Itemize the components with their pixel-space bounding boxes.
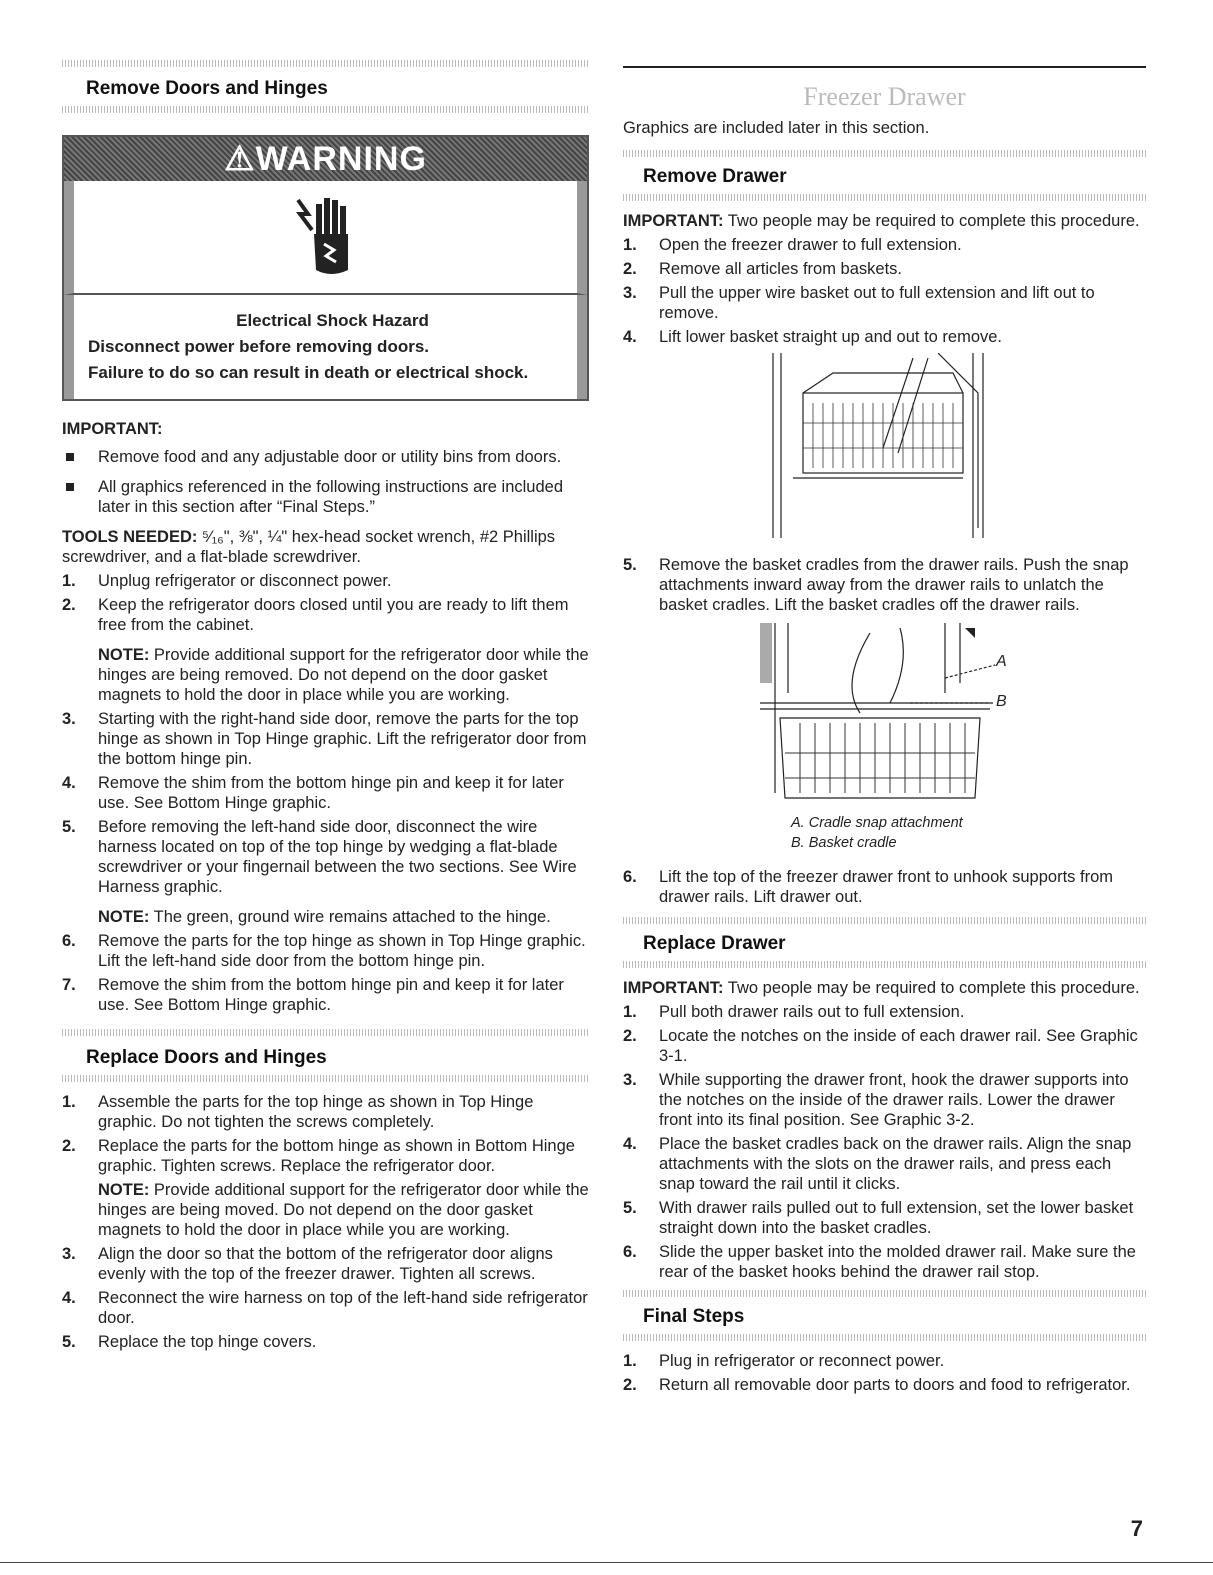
list-item: 2. Replace the parts for the bottom hinge as shown in Bottom Hinge graphic. Tighten screws. Replace the refrigerator door. NOTE: Provide additional support for the refrigerator door while the hinges are being moved. Do not depend on the door gasket magnets to hold the door in place while you are working.: [62, 1137, 589, 1239]
figure-caption-a: A. Cradle snap attachment: [791, 815, 963, 831]
section-header-replace-doors: [62, 1029, 590, 1082]
list-item: 1. Pull both drawer rails out to full extension.: [623, 1003, 965, 1021]
warning-text: [64, 295, 587, 399]
list-item: 4. Reconnect the wire harness on top of the left-hand side refrigerator door.: [62, 1289, 588, 1327]
list-item: 6. Remove the parts for the top hinge as shown in Top Hinge graphic. Lift the left-hand side door from the bottom hinge pin.: [62, 932, 586, 970]
final-steps: [623, 1351, 1146, 1395]
section-title: Final Steps: [643, 1306, 745, 1327]
warning-line-1: Disconnect power before removing doors.: [88, 337, 430, 356]
list-item: 1. Unplug refrigerator or disconnect power.: [62, 572, 392, 590]
list-item: 2. Locate the notches on the inside of each drawer rail. See Graphic 3-1.: [623, 1027, 1138, 1065]
hazard-title: Electrical Shock Hazard: [236, 311, 429, 330]
divider: [0, 1562, 1213, 1563]
note: NOTE: Provide additional support for the refrigerator door while the hinges are being removed. Do not depend on the door gasket magnets to hold the door in place while you are working.: [98, 646, 589, 704]
section-header-final-steps: [623, 1290, 1146, 1341]
list-item: 2. Keep the refrigerator doors closed until you are ready to lift them free from the cabinet. NOTE: Provide additional support for the refrigerator door while the hinges are being removed. Do not depend on the door gasket magnets to hold the door in place while you are working.: [62, 596, 589, 704]
bullet-icon: [66, 483, 74, 491]
warning-box: [62, 135, 589, 401]
list-item: 4. Lift lower basket straight up and out to remove.: [623, 328, 1003, 346]
remove-drawer-step-6: [623, 867, 1146, 907]
list-item: 5. Before removing the left-hand side door, disconnect the wire harness located on top of the top hinge by wedging a flat-blade screwdriver or your fingernail between the two sections. See Wire Harness graphic. NOTE: The green, ground wire remains attached to the hinge.: [62, 817, 590, 927]
important-note: IMPORTANT: Two people may be required to complete this procedure.: [623, 212, 1140, 230]
list-item: 3. Pull the upper wire basket out to full extension and lift out to remove.: [623, 284, 1095, 322]
list-item: 7. Remove the shim from the bottom hinge pin and keep it for later use. See Bottom Hinge graphic.: [62, 976, 564, 1014]
important-bullets: [62, 447, 590, 517]
section-title: Replace Doors and Hinges: [86, 1047, 327, 1068]
figure-label-a: A: [996, 653, 1007, 670]
list-item: 1. Open the freezer drawer to full extension.: [623, 236, 962, 254]
list-item: All graphics referenced in the following instructions are included later in this section after “Final Steps.”: [62, 477, 590, 517]
replace-doors-steps: [62, 1092, 590, 1352]
right-column: [623, 66, 1146, 1399]
section-header-remove-doors: [62, 60, 590, 113]
page-number: 7: [1130, 1516, 1143, 1541]
left-column: [62, 60, 590, 1356]
tools-needed: TOOLS NEEDED: ⁵⁄₁₆", ⅜", ¼" hex-head socket wrench, #2 Phillips screwdriver, and a flat-blade screwdriver.: [62, 528, 556, 566]
list-item: 3. Align the door so that the bottom of the refrigerator door aligns evenly with the top of the freezer drawer. Tighten all screws.: [62, 1245, 553, 1283]
remove-drawer-step-5: [623, 555, 1146, 615]
list-item: 3. While supporting the drawer front, hook the drawer supports into the notches on the inside of the drawer rails. Lower the drawer front into its final position. See Graphic 3-2.: [623, 1071, 1129, 1129]
warning-line-2: Failure to do so can result in death or electrical shock.: [88, 363, 529, 382]
list-item: 5. Remove the basket cradles from the drawer rails. Push the snap attachments inward away from the drawer rails to unlatch the basket cradles. Lift the basket cradles off the drawer rails.: [623, 556, 1129, 614]
note: NOTE: Provide additional support for the refrigerator door while the hinges are being moved. Do not depend on the door gasket magnets to hold the door in place while you are working.: [98, 1181, 589, 1239]
list-item: 5. With drawer rails pulled out to full extension, set the lower basket straight down into the basket cradles.: [623, 1199, 1134, 1237]
section-title: Remove Doors and Hinges: [86, 78, 328, 99]
remove-doors-steps: [62, 571, 590, 1015]
section-title: Replace Drawer: [643, 933, 786, 954]
section-title: Remove Drawer: [643, 166, 787, 187]
warning-signal-word: ⚠WARNING: [224, 140, 427, 178]
important-label: IMPORTANT:: [62, 420, 163, 438]
bullet-icon: [66, 453, 74, 461]
list-item: 4. Place the basket cradles back on the drawer rails. Align the snap attachments with the slots on the drawer rails, and press each snap toward the rail until it clicks.: [623, 1135, 1132, 1193]
list-item: 6. Lift the top of the freezer drawer front to unhook supports from drawer rails. Lift drawer out.: [623, 868, 1113, 906]
list-item: 2. Return all removable door parts to doors and food to refrigerator.: [623, 1376, 1131, 1394]
shock-hazard-icon: [64, 181, 587, 295]
list-item: 4. Remove the shim from the bottom hinge pin and keep it for later use. See Bottom Hinge graphic.: [62, 774, 564, 812]
section-header-replace-drawer: [623, 917, 1146, 968]
figure-caption-b: B. Basket cradle: [791, 835, 897, 851]
list-item: 2. Remove all articles from baskets.: [623, 260, 902, 278]
important-note: IMPORTANT: Two people may be required to complete this procedure.: [623, 979, 1140, 997]
replace-drawer-steps: [623, 1002, 1146, 1282]
basket-removal-illustration: [763, 353, 1146, 543]
note: NOTE: The green, ground wire remains attached to the hinge.: [98, 908, 551, 926]
list-item: 5. Replace the top hinge covers.: [62, 1333, 317, 1351]
list-item: 6. Slide the upper basket into the molded drawer rail. Make sure the rear of the basket hooks behind the drawer rail stop.: [623, 1243, 1136, 1281]
list-item: Remove food and any adjustable door or utility bins from doors.: [62, 447, 590, 467]
section-header-remove-drawer: [623, 150, 1146, 201]
intro-text: Graphics are included later in this section.: [623, 119, 930, 137]
divider: [623, 66, 1146, 68]
list-item: 3. Starting with the right-hand side door, remove the parts for the top hinge as shown in Top Hinge graphic. Lift the refrigerator door from the bottom hinge pin.: [62, 710, 587, 768]
cradle-illustration: [760, 623, 1146, 813]
list-item: 1. Plug in refrigerator or reconnect power.: [623, 1352, 945, 1370]
list-item: 1. Assemble the parts for the top hinge as shown in Top Hinge graphic. Do not tighten the screws completely.: [62, 1093, 534, 1131]
figure-label-b: B: [996, 693, 1007, 710]
page-title: Freezer Drawer: [803, 82, 966, 111]
remove-drawer-steps: [623, 235, 1146, 347]
warning-header: [64, 137, 587, 181]
